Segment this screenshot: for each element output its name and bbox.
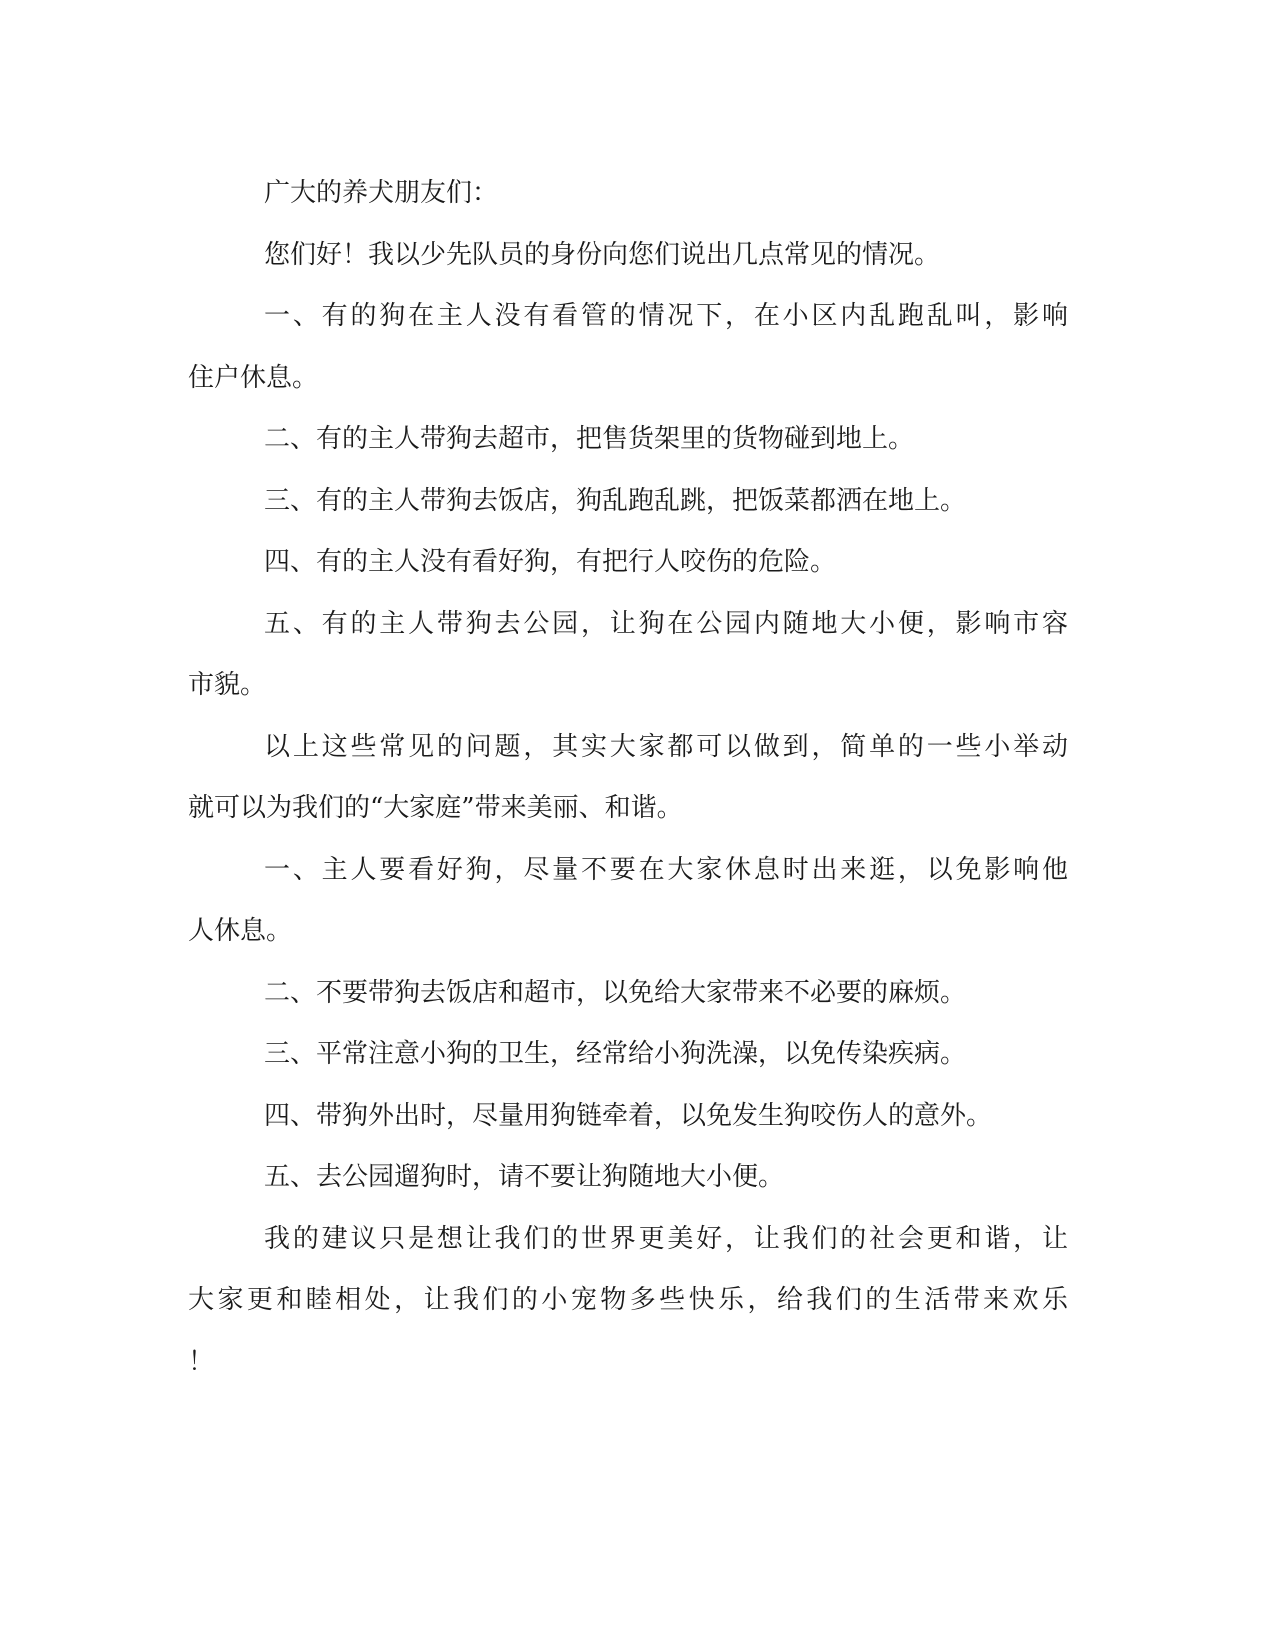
closing-line-1: 我的建议只是想让我们的世界更美好，让我们的社会更和谐，让 — [264, 1223, 1068, 1254]
suggestion-1-line-2: 人休息。 — [188, 916, 293, 946]
problem-5-line-1: 五、有的主人带狗去公园，让狗在公园内随地大小便，影响市容 — [264, 608, 1068, 639]
closing-line-3: ！ — [188, 1346, 215, 1377]
problem-4: 四、有的主人没有看好狗，有把行人咬伤的危险。 — [264, 547, 837, 577]
closing-line-2: 大家更和睦相处，让我们的小宠物多些快乐，给我们的生活带来欢乐 — [188, 1285, 1068, 1315]
salutation: 广大的养犬朋友们： — [264, 178, 499, 208]
problem-5-line-2: 市貌。 — [188, 670, 267, 700]
problem-3: 三、有的主人带狗去饭店，狗乱跑乱跳，把饭菜都洒在地上。 — [264, 485, 967, 516]
suggestion-2: 二、不要带狗去饭店和超市，以免给大家带来不必要的麻烦。 — [264, 977, 967, 1008]
transition-line-2: 就可以为我们的“大家庭”带来美丽、和谐。 — [188, 793, 683, 823]
suggestion-5: 五、去公园遛狗时，请不要让狗随地大小便。 — [264, 1162, 785, 1192]
greeting-paragraph: 您们好！我以少先队员的身份向您们说出几点常见的情况。 — [264, 239, 941, 270]
suggestion-4: 四、带狗外出时，尽量用狗链牵着，以免发生狗咬伤人的意外。 — [264, 1100, 993, 1131]
document-body — [188, 163, 1068, 1393]
suggestion-3: 三、平常注意小狗的卫生，经常给小狗洗澡，以免传染疾病。 — [264, 1039, 967, 1069]
problem-1-line-1: 一、有的狗在主人没有看管的情况下，在小区内乱跑乱叫，影响 — [264, 301, 1068, 331]
transition-line-1: 以上这些常见的问题，其实大家都可以做到，简单的一些小举动 — [264, 731, 1068, 762]
problem-2: 二、有的主人带狗去超市，把售货架里的货物碰到地上。 — [264, 424, 915, 454]
problem-1-line-2: 住户休息。 — [188, 362, 319, 393]
suggestion-1-line-1: 一、主人要看好狗，尽量不要在大家休息时出来逛，以免影响他 — [264, 854, 1068, 885]
